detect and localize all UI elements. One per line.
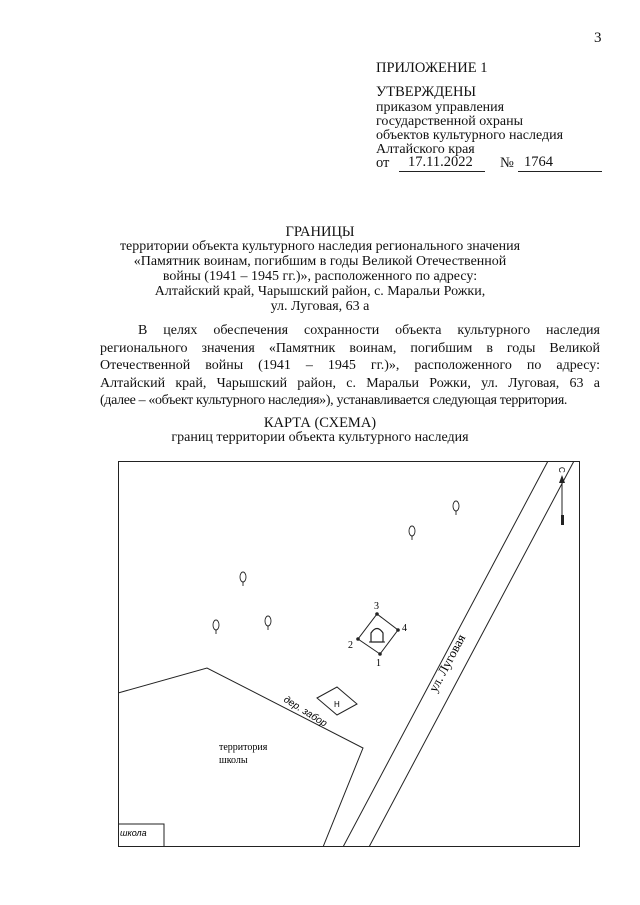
tree-icon [240, 572, 246, 586]
school-label: школа [120, 828, 147, 838]
paragraph-line: (далее – «объект культурного наследия»), устанавливается следующая территория. [100, 393, 568, 408]
point-label-3: 3 [374, 601, 379, 612]
heading-line: ул. Луговая, 63 а [270, 299, 370, 314]
approval-line: государственной охраны [376, 114, 524, 129]
tree-icon [453, 501, 459, 515]
heading-title: ГРАНИЦЫ [285, 224, 355, 240]
approval-line: приказом управления [376, 100, 505, 115]
date-from-label: от [376, 155, 390, 171]
north-arrow-icon [559, 475, 565, 525]
school-area-label: школы [219, 755, 248, 766]
heading-line: территории объекта культурного наследия регионального значения [119, 239, 521, 254]
paragraph-line: регионального значения «Памятник воинам, погибшим в годы Великой [100, 340, 600, 356]
approval-line: объектов культурного наследия [376, 128, 564, 143]
number-underline [518, 171, 602, 172]
heading-line: Алтайский край, Чарышский район, с. Маральи Рожки, [154, 284, 486, 299]
paragraph-line: Отечественной войны (1941 – 1945 гг.)», расположенного по адресу: [100, 358, 600, 373]
street-label: ул. Луговая [425, 631, 469, 695]
approval-line: Алтайского края [376, 142, 475, 157]
date-underline [399, 171, 485, 172]
map-title: КАРТА (СХЕМА) [263, 415, 377, 431]
approval-title: УТВЕРЖДЕНЫ [376, 84, 477, 100]
point-label-4: 4 [402, 623, 407, 634]
map-subtitle: границ территории объекта культурного наследия [171, 430, 469, 445]
north-label: С [557, 467, 566, 473]
map-frame [119, 462, 580, 847]
tree-icon [409, 526, 415, 540]
tree-icon [265, 616, 271, 630]
street-edge-right [369, 461, 574, 847]
tree-icon [213, 620, 219, 634]
building-label: Н [334, 700, 340, 709]
point-label-1: 1 [376, 658, 381, 669]
fence-label: дер. забор [281, 694, 329, 730]
point-label-2: 2 [348, 640, 353, 651]
heading-line: войны (1941 – 1945 гг.)», расположенного по адресу: [162, 269, 478, 284]
monument-boundary [356, 612, 400, 656]
heading-line: «Памятник воинам, погибшим в годы Великой Отечественной [133, 254, 507, 269]
monument-icon [371, 629, 383, 643]
page-number: 3 [594, 30, 602, 46]
appendix-label: ПРИЛОЖЕНИЕ 1 [376, 60, 488, 76]
approval-number: 1764 [524, 154, 553, 170]
number-label: № [500, 155, 514, 171]
school-area-label: территория [219, 742, 268, 753]
paragraph-line: В целях обеспечения сохранности объекта культурного наследия [138, 323, 600, 338]
approval-date: 17.11.2022 [408, 154, 473, 170]
body-paragraph [100, 322, 600, 410]
site-map [118, 461, 580, 847]
paragraph-line: Алтайский край, Чарышский район, с. Маральи Рожки, ул. Луговая, 63 а [100, 375, 600, 391]
